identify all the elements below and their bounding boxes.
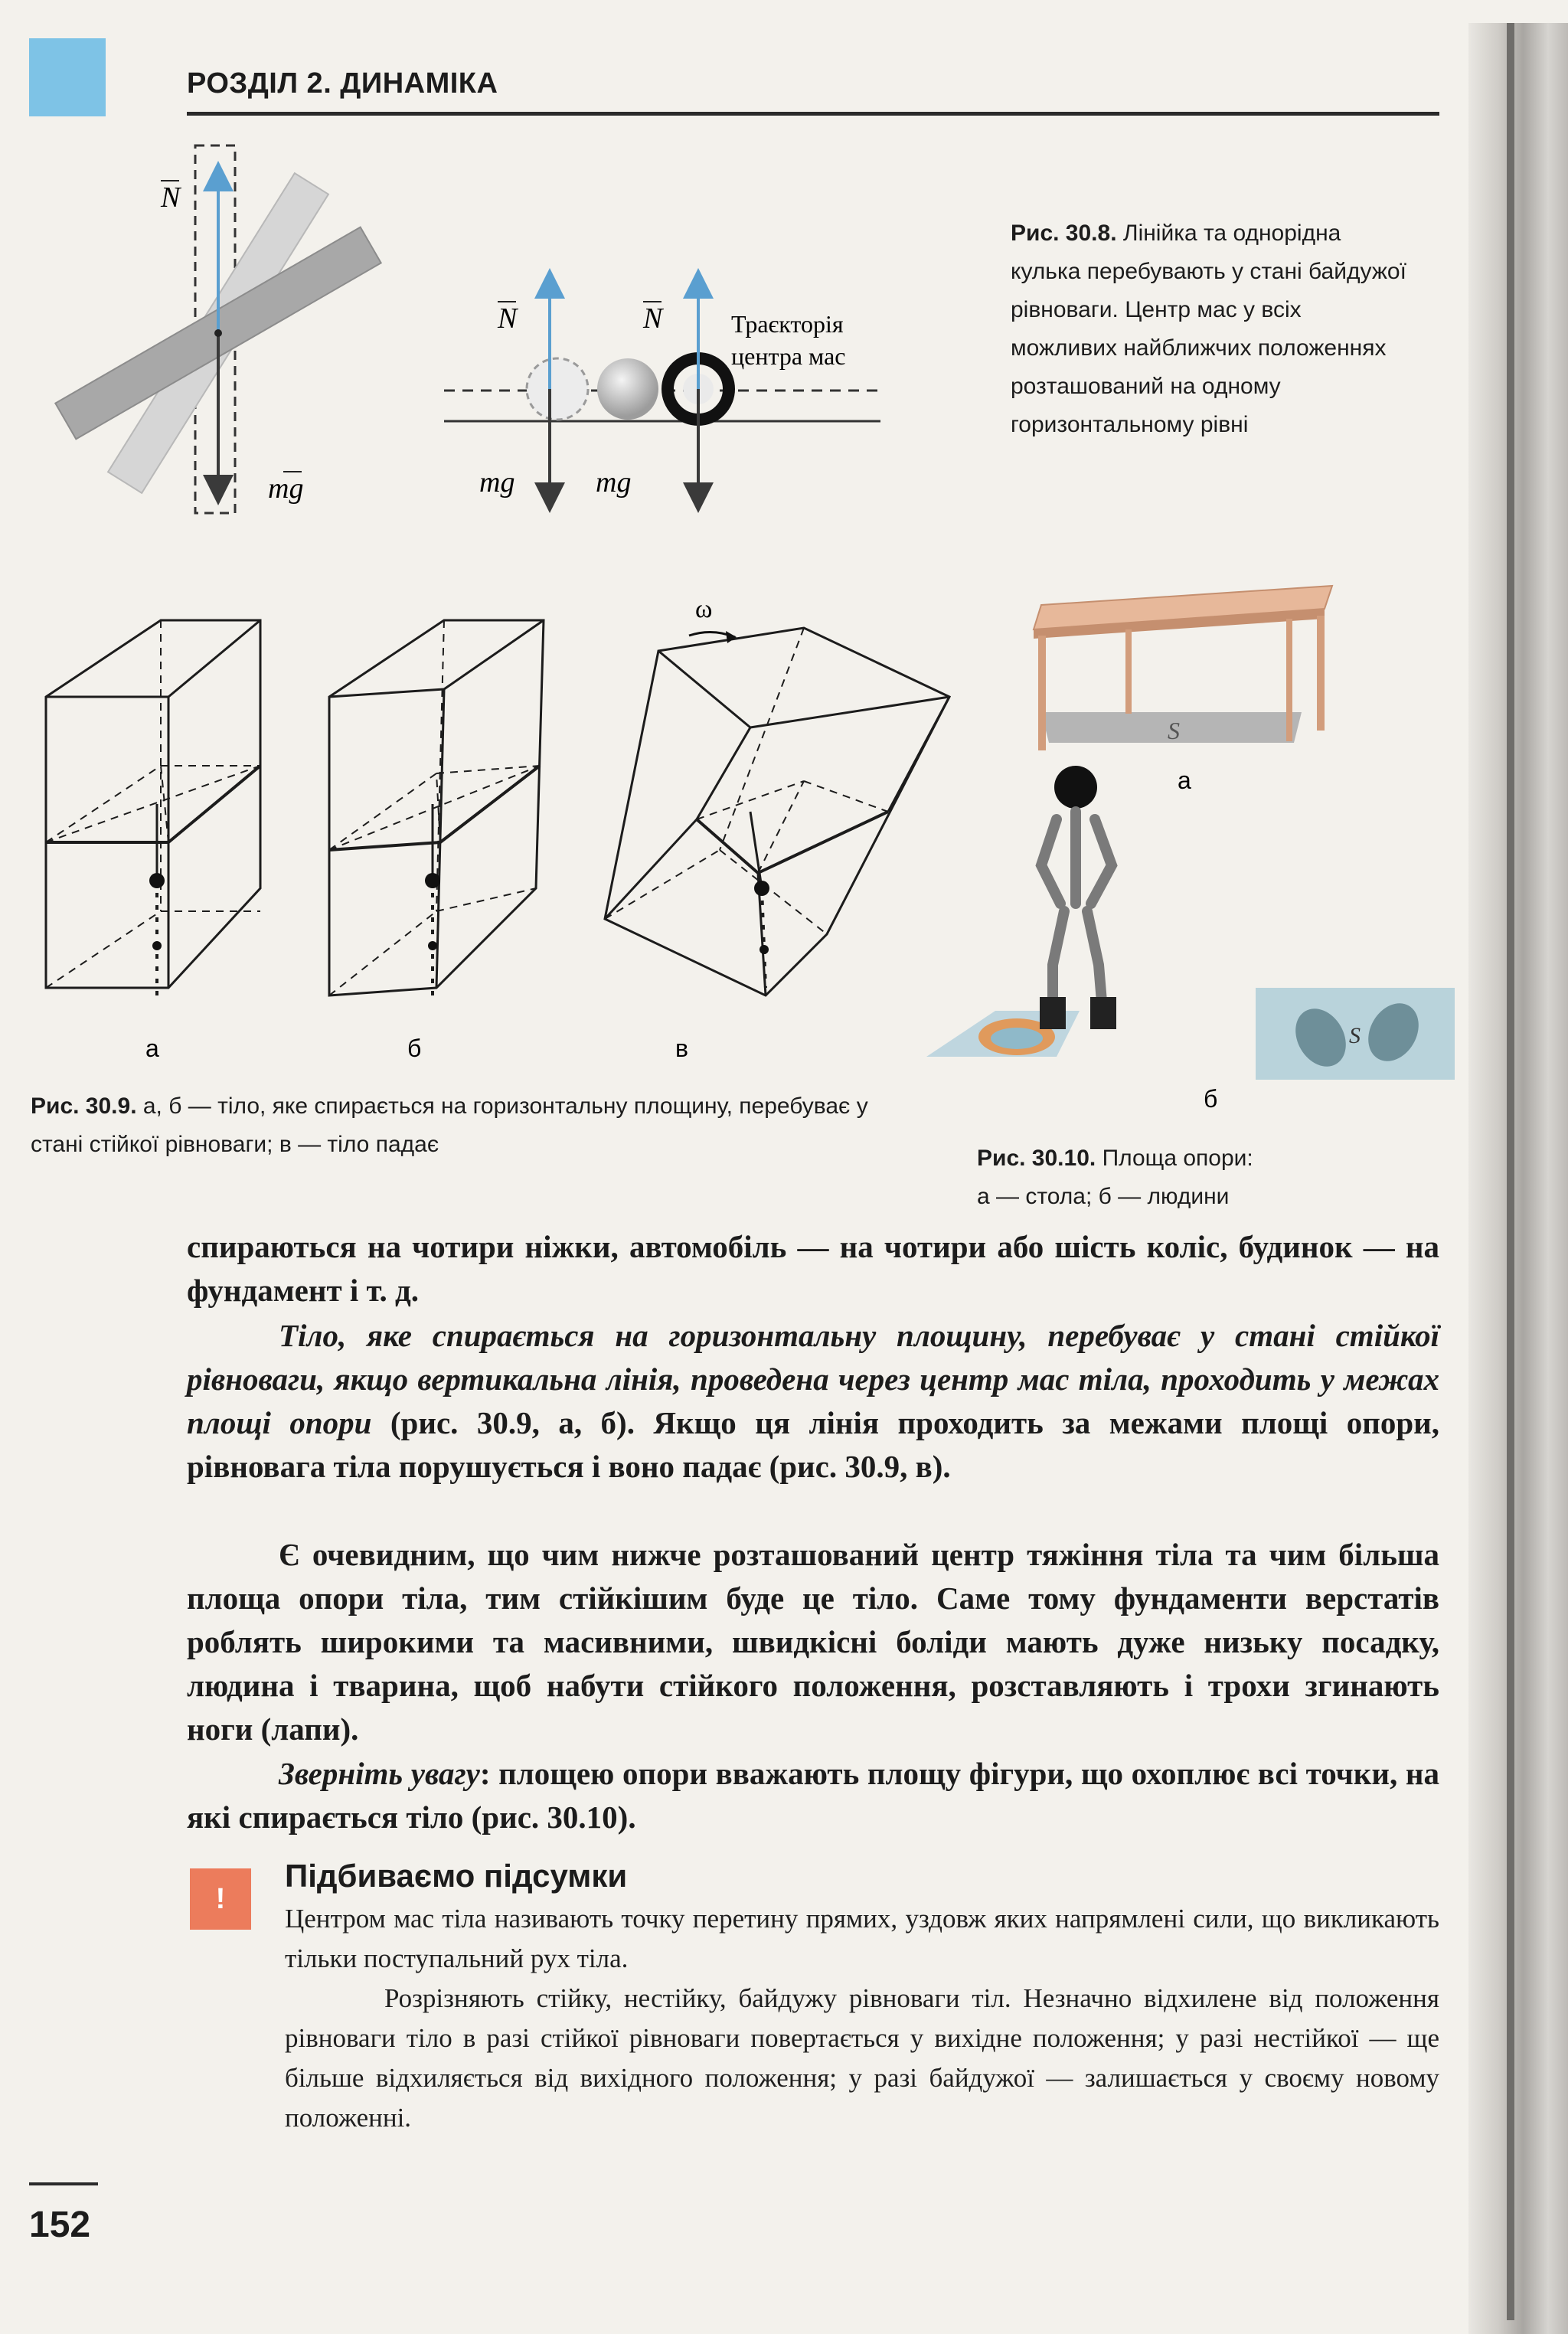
figure-30-9-number: Рис. 30.9. bbox=[31, 1093, 137, 1119]
figure-30-10-label-a: а bbox=[1178, 767, 1191, 794]
person-illustration bbox=[926, 766, 1455, 1110]
figure-30-9-caption bbox=[31, 1087, 888, 1164]
paragraph-4-note: Зверніть увагу bbox=[279, 1756, 480, 1791]
section-color-marker bbox=[29, 38, 106, 116]
ruler-illustration bbox=[55, 145, 381, 513]
figure-30-10-number: Рис. 30.10. bbox=[977, 1146, 1096, 1171]
ruler-gravity-label: mg bbox=[268, 472, 304, 505]
paragraph-2-rest: (рис. 30.9, а, б). Якщо ця лінія проходить за межами площі опори, рівновага тіла порушується і воно падає (рис. 30.9, в). bbox=[187, 1405, 1439, 1484]
section-title: РОЗДІЛ 2. ДИНАМІКА bbox=[187, 67, 498, 100]
figure-30-9-label-b: б bbox=[407, 1035, 422, 1062]
trajectory-label-line1: Траєкторія bbox=[731, 310, 844, 338]
footer-rule bbox=[29, 2182, 98, 2185]
box-c bbox=[605, 628, 949, 995]
figure-30-9-label-c: в bbox=[675, 1035, 688, 1062]
table-illustration bbox=[1034, 586, 1332, 794]
book-spine-shadow bbox=[1468, 23, 1568, 2334]
box-b bbox=[329, 620, 544, 995]
figure-30-10-label-b: б bbox=[1204, 1085, 1218, 1110]
table-area-label: S bbox=[1168, 717, 1180, 744]
person-head bbox=[1054, 766, 1097, 809]
footprint-area-label: S bbox=[1349, 1023, 1361, 1048]
paragraph-3: Є очевидним, що чим нижче розташований центр тяжіння тіла та чим більша площа опори тіла, тим стійкішим буде це тіло. Саме тому фундаменти верстатів роблять широкими та масивними, швидкісні боліди мають дуже низьку посадку, людина і тварина, щоб набути стійкого положення, розставляють і трохи згинають ноги (лапи). bbox=[187, 1537, 1439, 1747]
figure-30-9-caption-text: а, б — тіло, яке спирається на горизонтальну площину, перебуває у стані стійкої рівноваги; в — тіло падає bbox=[31, 1093, 868, 1157]
paragraph-1: спираються на чотири ніжки, автомобіль — на чотири або шість коліс, будинок — на фундамент і т. д. bbox=[187, 1229, 1439, 1308]
header-rule bbox=[187, 112, 1439, 116]
omega-label: ω bbox=[695, 597, 713, 623]
paragraph-4 bbox=[187, 1752, 1439, 1839]
paragraph-2 bbox=[187, 1314, 1439, 1489]
box-a bbox=[46, 620, 260, 995]
ball-normal-label-2: N bbox=[643, 302, 663, 335]
figure-30-10-caption bbox=[977, 1139, 1406, 1216]
figure-30-8-caption bbox=[1011, 214, 1409, 444]
figure-30-8-number: Рис. 30.8. bbox=[1011, 221, 1117, 246]
figure-30-10-caption-line2: а — стола; б — людини bbox=[977, 1184, 1230, 1209]
summary-exclamation-icon: ! bbox=[190, 1868, 251, 1930]
page-number: 152 bbox=[29, 2205, 91, 2245]
ball-normal-label-1: N bbox=[498, 302, 518, 335]
figure-30-9 bbox=[31, 597, 965, 1087]
figure-30-8-caption-text: Лінійка та однорідна кулька перебувають у стані байдужої рівноваги. Центр мас у всіх можливих найближчих положеннях розташований на одному горизонтальному рівні bbox=[1011, 221, 1406, 437]
trajectory-label-line2: центра мас bbox=[731, 342, 846, 370]
figure-30-10 bbox=[903, 559, 1455, 1110]
summary-paragraph-1: Центром мас тіла називають точку перетину прямих, уздовж яких напрямлені сили, що викликають тільки поступальний рух тіла. bbox=[285, 1904, 1439, 1973]
ball-gravity-label-2: mg bbox=[596, 466, 632, 499]
ruler-normal-label: N bbox=[161, 181, 181, 214]
figure-30-9-label-a: а bbox=[145, 1035, 159, 1062]
ball-gravity-label-1: mg bbox=[479, 466, 515, 499]
summary-heading: Підбиваємо підсумки bbox=[285, 1858, 628, 1894]
summary-paragraph-2: Розрізняють стійку, нестійку, байдужу рівноваги тіл. Незначно відхилене від положення рівноваги тіло в разі стійкої рівноваги повертається у вихідне положення; у разі нестійкої — ще більше відхиляється від вихідного положення; у разі байдужої — залишається у своєму новому положенні. bbox=[285, 1983, 1439, 2133]
book-spine-line bbox=[1507, 23, 1514, 2320]
figure-30-10-caption-line1: Площа опори: bbox=[1102, 1146, 1253, 1171]
paragraph-4-rest: : площею опори вважають площу фігури, що охоплює всі точки, на які спирається тіло (рис. 30.10). bbox=[187, 1756, 1439, 1835]
paragraph-2-rule: Тіло, яке спирається на горизонтальну площину, перебуває у стані стійкої рівноваги, якщо вертикальна лінія, проведена через центр мас тіла, проходить у межах площі опори bbox=[187, 1318, 1439, 1440]
figure-30-8 bbox=[31, 130, 934, 528]
ball-illustration bbox=[444, 283, 880, 499]
